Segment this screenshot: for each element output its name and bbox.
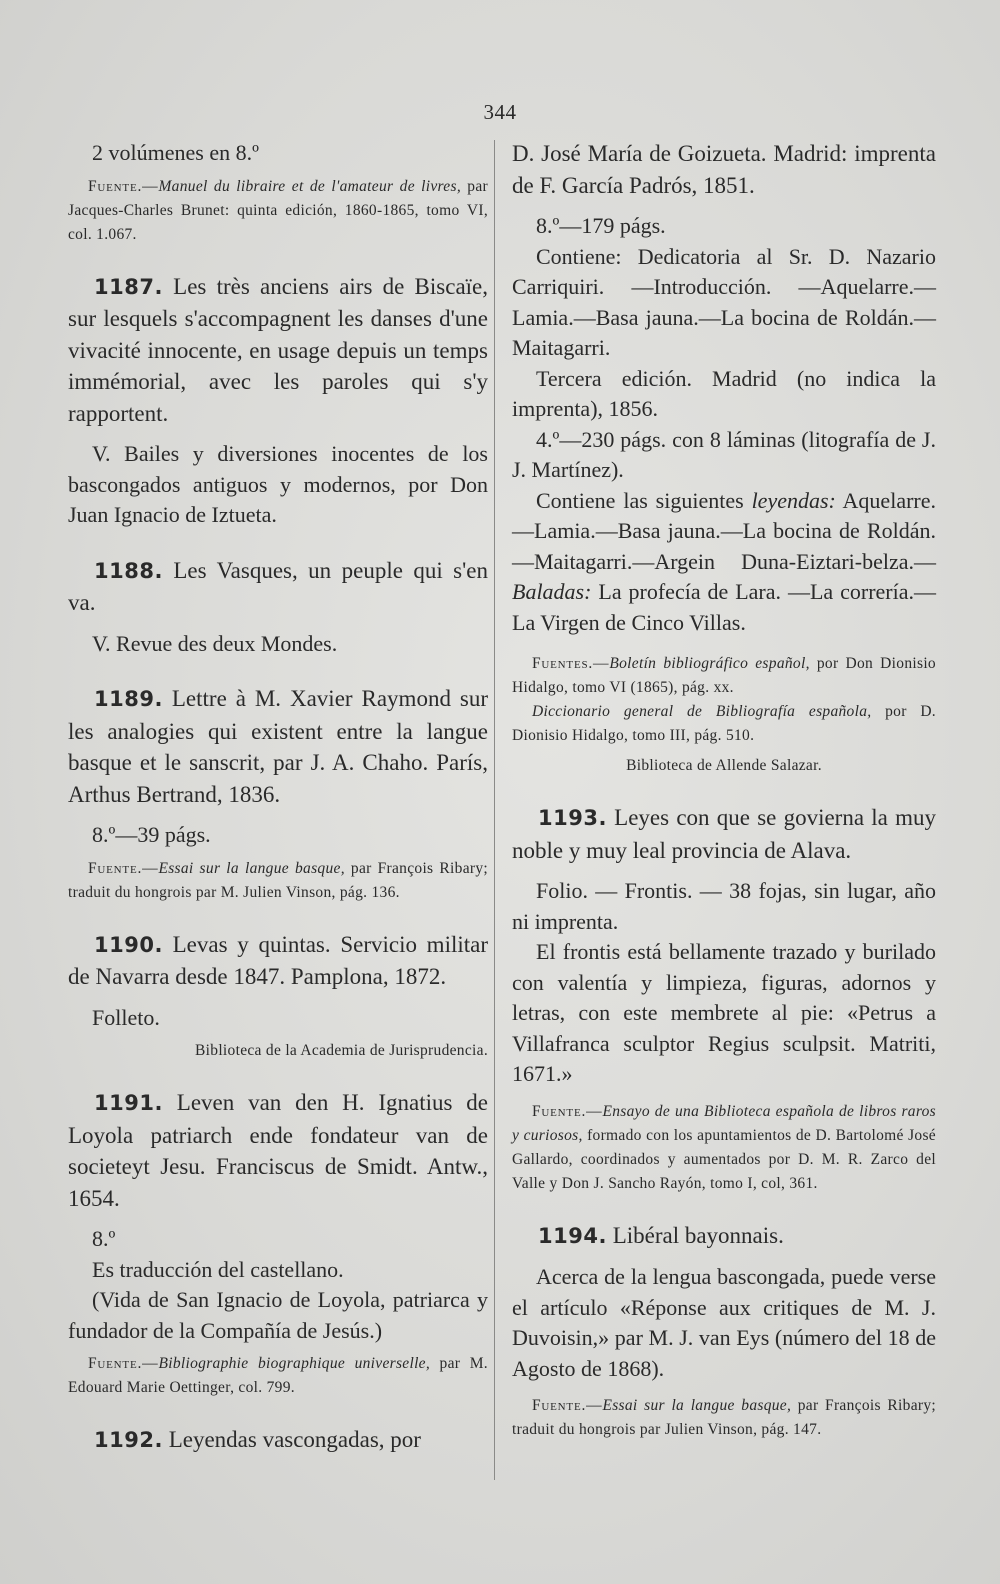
- library-note: Biblioteca de Allende Salazar.: [626, 757, 822, 774]
- library-note: Biblioteca de la Academia de Jurisprudencia.: [195, 1042, 488, 1059]
- right-column: [512, 138, 936, 1442]
- entry-1192: 1192. Leyendas vascongadas, por: [94, 1427, 421, 1452]
- source-note: Fuente.—Essai sur la langue basque, par François Ribary; traduit du hongrois par M. Julien Vinson, pág. 136.: [68, 859, 489, 901]
- entry-1192-third-edition: Tercera edición. Madrid (no indica la imprenta), 1856.: [512, 365, 936, 421]
- entry-1194-note: Acerca de la lengua bascongada, puede verse el artículo «Réponse aux critiques de M. J. Duvoisin,» par M. J. van Eys (número del 18 de Agosto de 1868).: [512, 1264, 936, 1381]
- entry-1192-format-2: 4.º—230 págs. con 8 láminas (litografía de J. J. Martínez).: [512, 426, 936, 482]
- entry-1187: 1187. Les très anciens airs de Biscaïe, sur lesquels s'accompagnent les danses d'une vivacité innocente, en usage depuis un temps immémorial, avec les paroles qui s'y rapportent.: [68, 273, 488, 426]
- entry-1188-ref: V. Revue des deux Mondes.: [92, 630, 338, 656]
- entry-1190: 1190. Levas y quintas. Servicio militar de Navarra desde 1847. Pamplona, 1872.: [68, 931, 488, 989]
- entry-1189-format: 8.º—39 págs.: [92, 822, 211, 847]
- source-note: Diccionario general de Bibliografía española, por D. Dionisio Hidalgo, tomo III, pág. 510.: [512, 703, 936, 744]
- entry-1190-format: Folleto.: [92, 1004, 160, 1030]
- source-note: Fuente.—Manuel du libraire et de l'amateur de livres, par Jacques-Charles Brunet: quinta edición, 1860-1865, tomo VI, col. 1.067.: [68, 177, 488, 243]
- entry-1189: 1189. Lettre à M. Xavier Raymond sur les analogies qui existent entre la langue basque et le sanscrit, par J. A. Chaho. París, Arthus Bertrand, 1836.: [68, 686, 488, 807]
- entry-1191-note: Es traducción del castellano.: [92, 1256, 344, 1282]
- left-column: [68, 138, 488, 1457]
- entry-1191-translation: (Vida de San Ignacio de Loyola, patriarca y fundador de la Compañía de Jesús.): [68, 1287, 488, 1343]
- entry-1193-description: El frontis está bellamente trazado y burilado con valentía y limpieza, figuras, adornos y letras, con este membrete al pie: «Petrus a Villafranca sculptor Regius sculpsit. Matriti, 1671.»: [512, 939, 936, 1086]
- entry-1192-cont: D. José María de Goizueta. Madrid: imprenta de F. García Padrós, 1851.: [512, 141, 936, 198]
- source-note: Fuente.—Essai sur la langue basque, par François Ribary; traduit du hongrois par Julien Vinson, pág. 147.: [512, 1397, 936, 1438]
- entry-1192-contents-2: Contiene las siguientes leyendas: Aquelarre.—Lamia.—Basa jauna.—La bocina de Roldán.—Maitagarri.—Argein Duna-Eiztari-belza.—Baladas: La profecía de Lara. —La correría.—La Virgen de Cinco Villas.: [512, 487, 936, 635]
- entry-1192-format: 8.º—179 págs.: [536, 213, 666, 238]
- entry-1187-ref: V. Bailes y diversiones inocentes de los bascongados antiguos y modernos, por Don Juan Ignacio de Iztueta.: [68, 441, 488, 527]
- page-number: 344: [483, 100, 517, 124]
- entry-1192-contents: Contiene: Dedicatoria al Sr. D. Nazario Carriquiri. —Introducción. —Aquelarre.—Lamia.—Basa jauna.—La bocina de Roldán.—Maitagarri.: [512, 243, 936, 360]
- source-note: Fuentes.—Boletín bibliográfico español, por Don Dionisio Hidalgo, tomo VI (1865), pág. xx.: [512, 655, 936, 696]
- entry-1194: 1194. Libéral bayonnais.: [538, 1222, 784, 1248]
- column-divider: [494, 140, 495, 1480]
- source-note: Fuente.—Ensayo de una Biblioteca española de libros raros y curiosos, formado con los apuntamientos de D. Bartolomé José Gallardo, coordinados y aumentados por D. M. R. Zarco del Valle y Don J. Sancho Rayón, tomo I, col, 361.: [512, 1102, 936, 1192]
- entry-1193-format: Folio. — Frontis. — 38 fojas, sin lugar, año ni imprenta.: [512, 878, 936, 934]
- source-note: Fuente.—Bibliographie biographique universelle, par M. Edouard Marie Oettinger, col. 799.: [68, 1355, 488, 1396]
- entry-1191: 1191. Leven van den H. Ignatius de Loyola patriarch ende fondateur van de societeyt Jesu. Franciscus de Smidt. Antw., 1654.: [68, 1090, 488, 1211]
- entry-1191-format: 8.º: [92, 1226, 116, 1251]
- entry-1193: 1193. Leyes con que se govierna la muy noble y muy leal provincia de Alava.: [512, 805, 936, 863]
- volumes-note: 2 volúmenes en 8.º: [92, 140, 259, 165]
- entry-1188: 1188. Les Vasques, un peuple qui s'en va.: [68, 557, 488, 615]
